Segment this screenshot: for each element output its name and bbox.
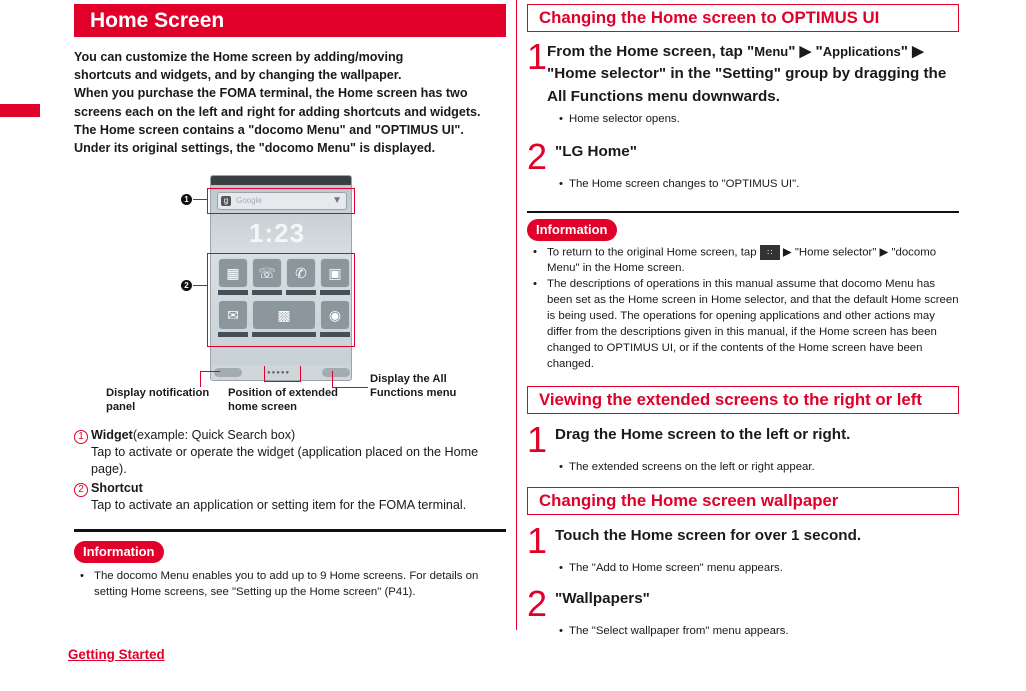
- step-text: Touch the Home screen for over 1 second.: [555, 526, 862, 544]
- status-bar: [211, 176, 351, 185]
- step-result: • The Home screen changes to "OPTIMUS UI".: [527, 177, 959, 192]
- step-result: • The extended screens on the left or right appear.: [527, 460, 959, 475]
- step-result: • The "Select wallpaper from" menu appears.: [527, 624, 959, 639]
- dialer-shortcut-icon: ✆: [286, 258, 316, 288]
- leader-line: [332, 371, 333, 387]
- step-text-part: From the Home screen, tap ": [547, 43, 755, 60]
- def-title: Shortcut: [91, 481, 143, 496]
- callout-1: 1: [181, 194, 192, 205]
- intro-line: Under its original settings, the "docomo Menu" is displayed.: [74, 141, 436, 156]
- section-heading-extended: Viewing the extended screens to the right or left: [527, 386, 959, 414]
- column-divider: [516, 0, 517, 630]
- intro-line: shortcuts and widgets, and by changing the wallpaper.: [74, 68, 402, 83]
- contacts-shortcut-icon: ▩: [252, 300, 316, 330]
- leader-line: [200, 371, 220, 372]
- step-number: 1: [527, 36, 548, 77]
- microphone-icon: ▼: [332, 195, 342, 207]
- leader-line: [193, 285, 207, 286]
- clock-widget: 1:23: [249, 218, 306, 249]
- circled-number: 1: [74, 430, 88, 444]
- label-all-functions: Display the All Functions menu: [370, 373, 457, 399]
- definition-shortcut: [74, 480, 506, 514]
- step-number: 1: [527, 418, 548, 460]
- information-item: • The docomo Menu enables you to add up to 9 Home screens. For details on setting Home screens, see "Setting up the Home screen" (P41).: [74, 569, 506, 601]
- leader-line: [264, 381, 300, 382]
- step-text: "LG Home": [555, 142, 637, 160]
- menu-shortcut-icon: ▦: [218, 258, 248, 288]
- mail-shortcut-icon: ✉: [218, 300, 248, 330]
- section-heading-wallpaper: Changing the Home screen wallpaper: [527, 487, 959, 515]
- intro-paragraph: [74, 48, 506, 157]
- information-badge: Information: [527, 219, 617, 241]
- step-number: 2: [527, 135, 548, 177]
- step: [527, 418, 959, 460]
- all-functions-handle: [322, 368, 350, 377]
- right-column: [527, 4, 959, 639]
- step: [527, 135, 959, 177]
- google-icon: g: [221, 196, 231, 206]
- intro-line: When you purchase the FOMA terminal, the Home screen has two: [74, 86, 468, 101]
- left-column: [74, 4, 506, 601]
- step-number: 1: [527, 519, 548, 561]
- menu-key-label: Menu: [754, 44, 789, 59]
- step-text-part: " ▶ ": [788, 43, 823, 60]
- def-body: Tap to activate an application or setting item for the FOMA terminal.: [91, 498, 467, 513]
- section-rule: [527, 211, 959, 213]
- label-extended-position: Position of extended home screen: [228, 387, 339, 413]
- label-notification-panel: Display notification panel: [106, 387, 210, 413]
- step-result: • Home selector opens.: [527, 112, 959, 127]
- step: [527, 36, 959, 108]
- applications-label: Applications: [822, 44, 901, 59]
- def-body: Tap to activate or operate the widget (application placed on the Home page).: [91, 445, 479, 477]
- home-screen-figure: [74, 161, 506, 423]
- leader-line: [193, 199, 207, 200]
- step-text: Drag the Home screen to the left or right.: [555, 425, 851, 443]
- information-item: • The descriptions of operations in this manual assume that docomo Menu has been set as the Home screen in Home selector, and that the default Home screen is being used. The operations for opening applications and other actions may differ from the descriptions given in this manual, if the Home screen has been changed to OPTIMUS UI, or if the contents of the Home screen have been changed.: [527, 277, 959, 372]
- def-title-suffix: (example: Quick Search box): [132, 428, 296, 443]
- leader-line: [264, 366, 265, 382]
- chapter-tab-marker: [0, 104, 40, 117]
- browser-shortcut-icon: ◉: [320, 300, 350, 330]
- step-text-part: " ▶ "Home selector" in the "Setting" group by dragging the All Functions menu downwards.: [547, 43, 947, 105]
- camera-shortcut-icon: ▣: [320, 258, 350, 288]
- step-text: "Wallpapers": [555, 589, 650, 607]
- call-log-shortcut-icon: ☏: [252, 258, 282, 288]
- intro-line: You can customize the Home screen by adding/moving: [74, 50, 404, 64]
- step-text: [547, 41, 959, 108]
- def-title: Widget: [91, 428, 133, 443]
- information-badge: Information: [74, 541, 164, 563]
- callout-2: 2: [181, 280, 192, 291]
- shortcut-highlight: [207, 253, 355, 347]
- leader-line: [200, 371, 201, 387]
- information-list: [527, 245, 959, 373]
- information-item: • To return to the original Home screen, tap ∷ ▶ "Home selector" ▶ "docomo Menu" in the Home screen.: [527, 245, 959, 277]
- intro-line: The Home screen contains a "docomo Menu" and "OPTIMUS UI".: [74, 122, 464, 137]
- page-title: Home Screen: [74, 4, 506, 37]
- search-placeholder: Google: [236, 196, 262, 206]
- step-result: • The "Add to Home screen" menu appears.: [527, 561, 959, 576]
- notification-handle: [214, 368, 242, 377]
- leader-line: [300, 366, 301, 382]
- menu-key-icon: ∷: [760, 245, 780, 260]
- section-heading-optimus: Changing the Home screen to OPTIMUS UI: [527, 4, 959, 32]
- widget-highlight: [207, 188, 355, 214]
- intro-line: screens each on the left and right for adding shortcuts and widgets.: [74, 104, 481, 119]
- step: [527, 519, 959, 561]
- step: [527, 582, 959, 624]
- page-indicator-dots: ●●●●●: [267, 370, 291, 377]
- step-number: 2: [527, 582, 548, 624]
- section-rule: [74, 529, 506, 532]
- circled-number: 2: [74, 483, 88, 497]
- information-list: [74, 569, 506, 601]
- dock-bar: [211, 365, 352, 380]
- footer-section-link[interactable]: Getting Started: [68, 647, 165, 662]
- definition-widget: [74, 427, 506, 478]
